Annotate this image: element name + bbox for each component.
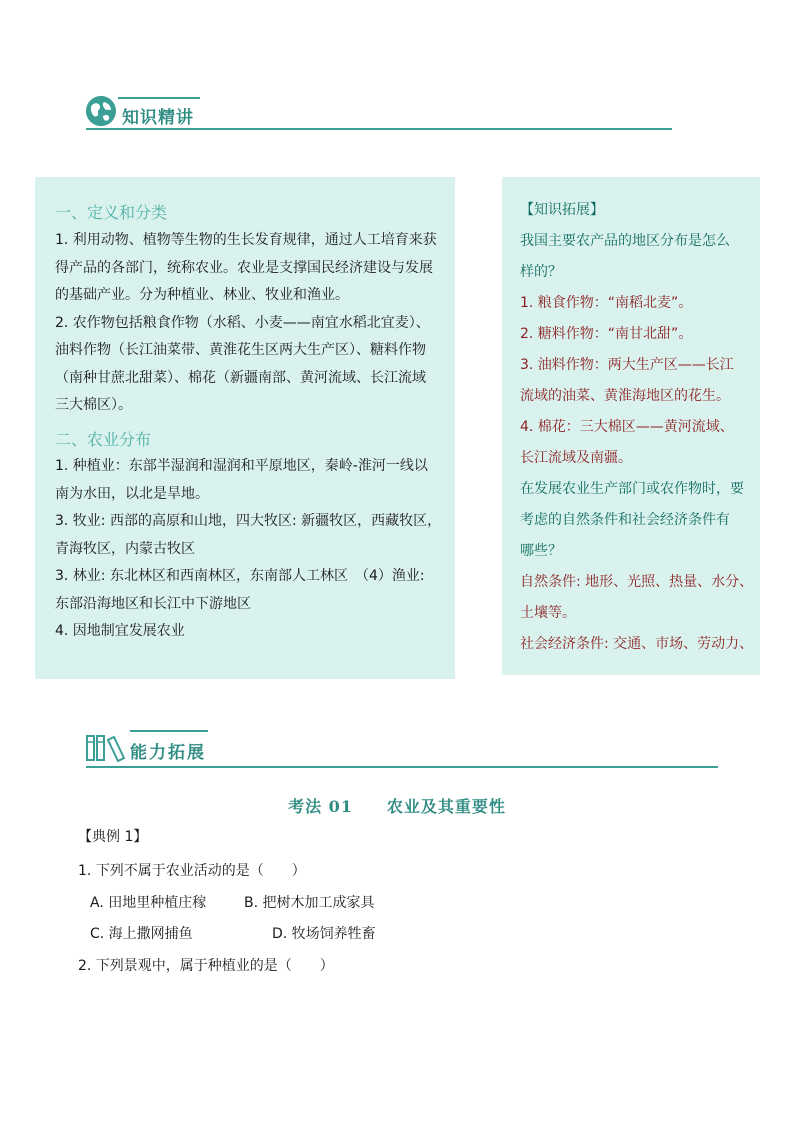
option-a: A. 田地里种植庄稼	[90, 895, 207, 911]
text-line: 样的？	[520, 264, 562, 280]
extension-heading: 【知识拓展】	[520, 202, 604, 218]
option-d: D. 牧场饲养牲畜	[272, 926, 376, 942]
text-line: 4. 因地制宜发展农业	[55, 623, 185, 639]
text-line: （南种甘蔗北甜菜）、棉花（新疆南部、黄河流域、长江流域	[55, 369, 426, 386]
text-line: 3. 牧业: 西部的高原和山地，四大牧区: 新疆牧区，西藏牧区，	[55, 513, 442, 529]
text-line: 考虑的自然条件和社会经济条件有	[520, 512, 730, 528]
text-line: 1. 粮食作物：“南稻北麦”。	[520, 295, 693, 311]
topic-title: 考法 01 农业及其重要性	[288, 797, 506, 816]
text-line: 3. 林业: 东北林区和西南林区，东南部人工林区 （4）渔业:	[55, 568, 425, 584]
books-icon	[86, 734, 128, 762]
question-1: 1. 下列不属于农业活动的是（ ）	[78, 863, 306, 879]
text-line: 土壤等。	[520, 605, 576, 621]
header-top-rule	[118, 97, 200, 99]
question-2: 2. 下列景观中，属于种植业的是（ ）	[78, 958, 334, 974]
knowledge-extension-panel	[502, 177, 760, 675]
extension-text-block	[520, 195, 756, 660]
text-line: 3. 油料作物：两大生产区——长江	[520, 357, 734, 373]
knowledge-panel	[35, 177, 455, 679]
text-line: 青海牧区，内蒙古牧区	[55, 540, 195, 557]
text-line: 得产品的各部门，统称农业。农业是支撑国民经济建设与发展	[55, 259, 433, 276]
globe-icon	[86, 96, 116, 126]
section-header-title: 能力拓展	[130, 743, 206, 763]
text-line: 南为水田，以北是旱地。	[55, 485, 209, 502]
text-line: 1. 利用动物、植物等生物的生长发育规律，通过人工培育来获	[55, 232, 437, 248]
text-line: 的基础产业。分为种植业、林业、牧业和渔业。	[55, 287, 349, 303]
text-line: 4. 棉花：三大棉区——黄河流域、	[520, 419, 734, 435]
text-line: 2. 糖料作物：“南甘北甜”。	[520, 326, 693, 342]
text-line: 社会经济条件: 交通、市场、劳动力、	[520, 636, 754, 652]
option-b: B. 把树木加工成家具	[244, 895, 375, 911]
text-line: 1. 种植业：东部半湿润和湿润和平原地区，秦岭-淮河一线以	[55, 458, 428, 474]
section-title-definition: 一、定义和分类	[55, 203, 168, 222]
text-line: 2. 农作物包括粮食作物（水稻、小麦——南宜水稻北宜麦）、	[55, 314, 430, 331]
text-line: 东部沿海地区和长江中下游地区	[55, 595, 251, 612]
text-line: 在发展农业生产部门或农作物时，要	[520, 481, 744, 497]
text-line: 我国主要农产品的地区分布是怎么	[520, 233, 730, 249]
section-title-distribution: 二、农业分布	[55, 430, 152, 449]
text-line: 三大棉区）。	[55, 397, 132, 413]
header-underline	[86, 766, 718, 768]
text-line: 流域的油菜、黄淮海地区的花生。	[520, 388, 730, 404]
definition-text-block	[55, 227, 450, 420]
example-tag: 【典例 1】	[78, 829, 148, 845]
section-header-title: 知识精讲	[122, 108, 194, 128]
text-line: 哪些？	[520, 543, 562, 559]
text-line: 自然条件: 地形、光照、热量、水分、	[520, 574, 754, 590]
header-underline	[86, 128, 672, 130]
distribution-text-block	[55, 453, 450, 646]
header-top-rule	[130, 730, 208, 732]
option-c: C. 海上撒网捕鱼	[90, 926, 193, 942]
text-line: 油料作物（长江油菜带、黄淮花生区两大生产区）、糖料作物	[55, 342, 426, 358]
text-line: 长江流域及南疆。	[520, 450, 632, 466]
